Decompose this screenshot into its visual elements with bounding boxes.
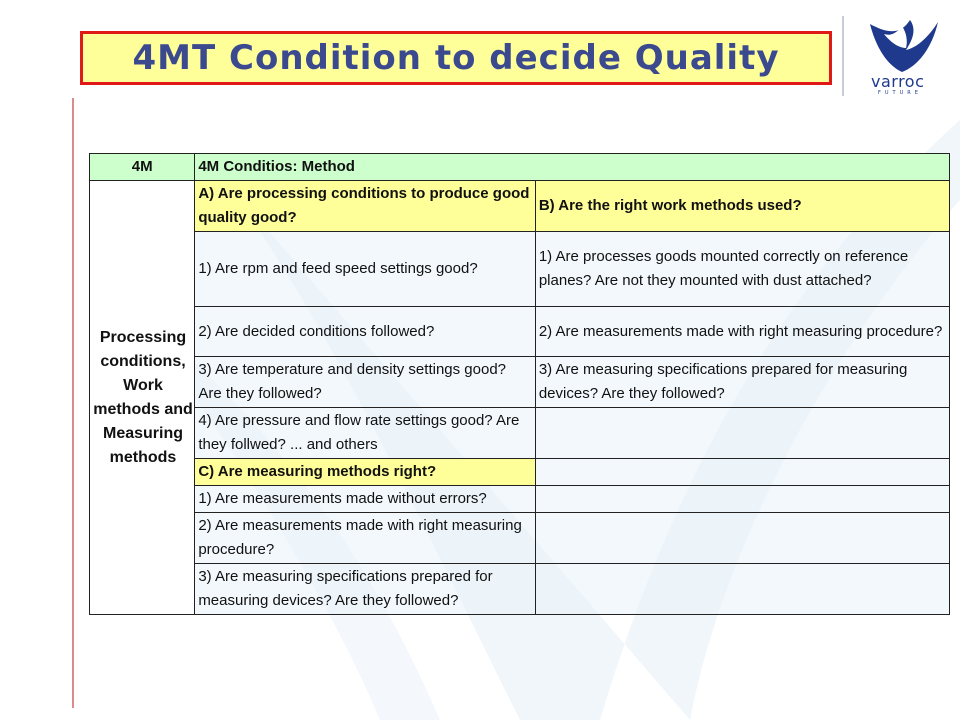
section-c-heading: C) Are measuring methods right? bbox=[195, 459, 536, 486]
header-4m: 4M bbox=[90, 154, 195, 181]
table-row bbox=[90, 408, 950, 459]
section-b-item: 2) Are measurements made with right measuring procedure? bbox=[535, 307, 949, 357]
section-b-heading: B) Are the right work methods used? bbox=[535, 181, 949, 232]
section-a-item: 1) Are rpm and feed speed settings good? bbox=[195, 232, 536, 307]
section-c-item: 1) Are measurements made without errors? bbox=[195, 486, 536, 513]
section-c-item: 3) Are measuring specifications prepared for measuring devices? Are they followed? bbox=[195, 564, 536, 615]
section-a-item: 2) Are decided conditions followed? bbox=[195, 307, 536, 357]
table-row bbox=[90, 564, 950, 615]
empty-cell bbox=[535, 486, 949, 513]
page-title: 4MT Condition to decide Quality bbox=[132, 38, 780, 78]
section-a-heading: A) Are processing conditions to produce good quality good? bbox=[195, 181, 536, 232]
quality-conditions-table bbox=[89, 153, 950, 615]
section-b-item: 3) Are measuring specifications prepared for measuring devices? Are they followed? bbox=[535, 357, 949, 408]
empty-cell bbox=[535, 513, 949, 564]
section-ab-header-row bbox=[90, 181, 950, 232]
section-b-item: 1) Are processes goods mounted correctly on reference planes? Are not they mounted with dust attached? bbox=[535, 232, 949, 307]
empty-cell bbox=[535, 459, 949, 486]
side-category-text: Processing conditions, Work methods and Measuring methods bbox=[93, 328, 193, 466]
table-row bbox=[90, 486, 950, 513]
section-a-item: 3) Are temperature and density settings good? Are they followed? bbox=[195, 357, 536, 408]
table-header-row bbox=[90, 154, 950, 181]
table-row bbox=[90, 357, 950, 408]
section-c-header-row bbox=[90, 459, 950, 486]
header-method: 4M Conditios: Method bbox=[195, 154, 950, 181]
section-b-item bbox=[535, 408, 949, 459]
section-a-item: 4) Are pressure and flow rate settings good? Are they follwed? ... and others bbox=[195, 408, 536, 459]
empty-cell bbox=[535, 564, 949, 615]
table-row bbox=[90, 513, 950, 564]
logo-divider bbox=[842, 16, 844, 96]
table-row bbox=[90, 232, 950, 307]
logo-tagline: FUTURE bbox=[878, 90, 922, 96]
table-row bbox=[90, 307, 950, 357]
title-banner bbox=[80, 31, 832, 85]
left-accent-rule bbox=[72, 98, 74, 708]
section-c-item: 2) Are measurements made with right measuring procedure? bbox=[195, 513, 536, 564]
side-category-label bbox=[90, 181, 195, 615]
logo-wordmark: varroc bbox=[871, 72, 925, 91]
